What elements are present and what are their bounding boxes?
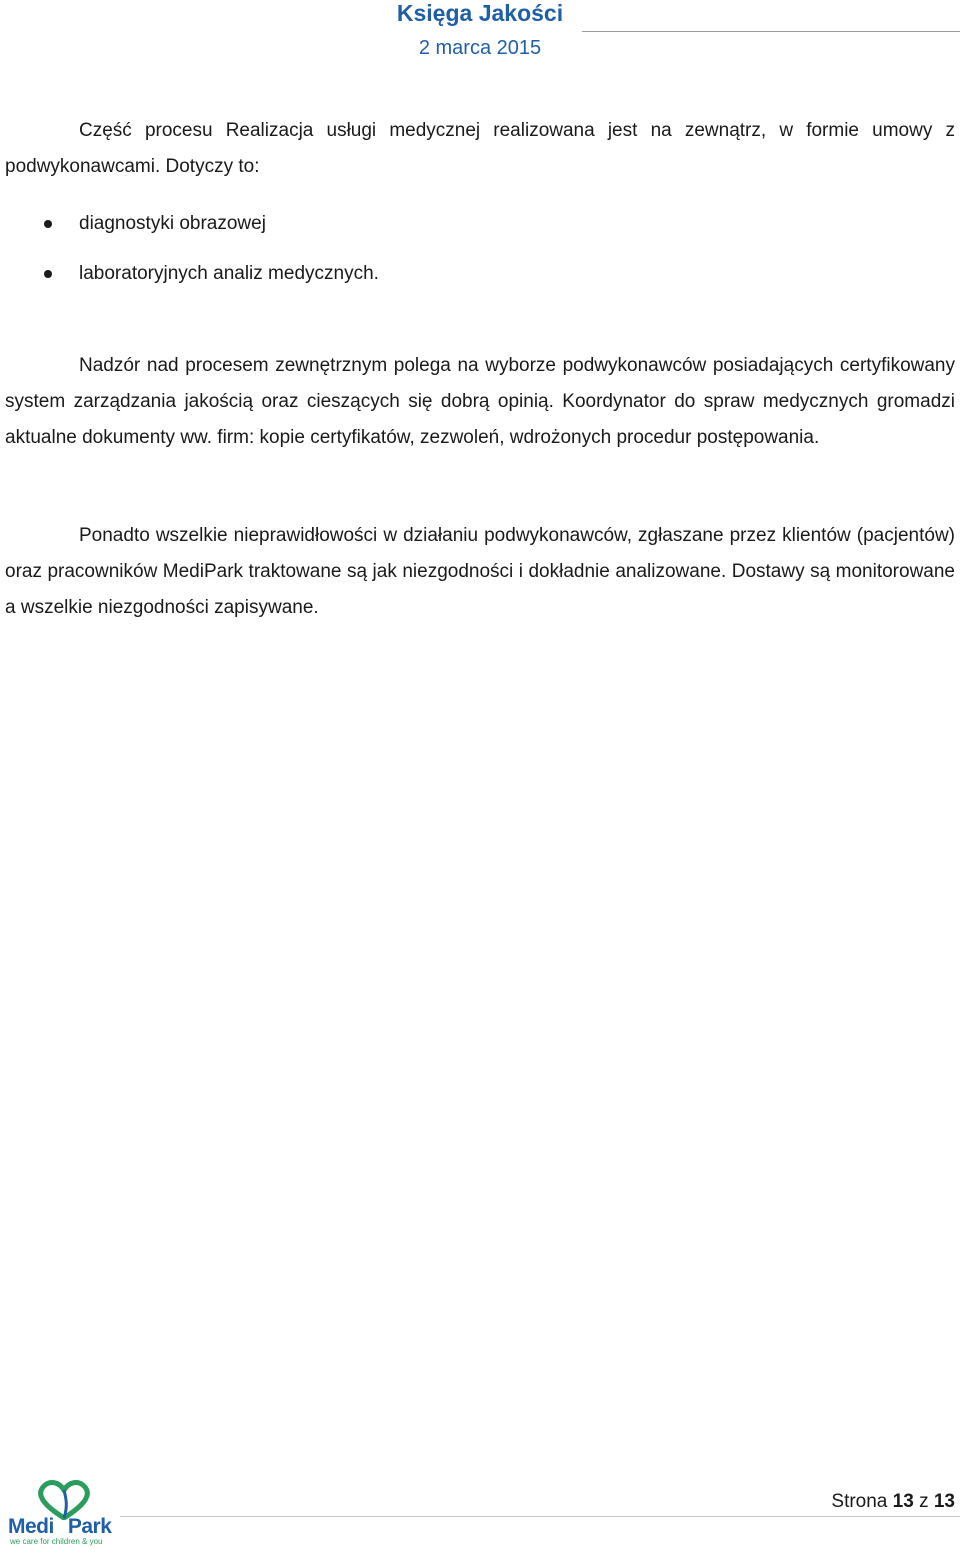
list-item — [5, 249, 955, 299]
paragraph-supervision: Nadzór nad procesem zewnętrznym polega na wyborze podwykonawców posiadających certyfikowany system zarządzania jakością oraz cieszących się dobrą opinią. Koordynator do spraw medycznych gromadzi aktualne dokumenty ww. firm: kopie certyfikatów, zezwoleń, wdrożonych procedur postępowania. — [5, 355, 955, 448]
logo-tagline: we care for children & you — [10, 1537, 103, 1546]
bullet-icon — [44, 270, 52, 278]
page-current: 13 — [892, 1491, 914, 1512]
medipark-logo — [8, 1480, 118, 1550]
logo-wordmark — [8, 1516, 111, 1538]
list-item — [5, 199, 955, 249]
page-separator: z — [919, 1491, 929, 1512]
header-divider — [582, 31, 960, 32]
page-number — [831, 1490, 955, 1514]
paragraph-outsourcing: Część procesu Realizacja usługi medycznej realizowana jest na zewnątrz, w formie umowy z podwykonawcami. Dotyczy to: — [5, 120, 955, 177]
footer-divider — [120, 1516, 960, 1517]
bullet-icon — [44, 220, 52, 228]
heart-logo-icon — [34, 1480, 94, 1520]
page-total: 13 — [933, 1491, 955, 1512]
outsourced-services-list — [5, 199, 955, 299]
document-date: 2 marca 2015 — [418, 37, 542, 59]
page-label: Strona — [831, 1491, 888, 1512]
list-item-text: laboratoryjnych analiz medycznych. — [79, 263, 379, 284]
logo-park: Park — [67, 1515, 112, 1538]
paragraph-nonconformities: Ponadto wszelkie nieprawidłowości w działaniu podwykonawców, zgłaszane przez klientów (pacjentów) oraz pracowników MediPark traktowane są jak niezgodności i dokładnie analizowane. Dostawy są monitorowane a wszelkie niezgodności zapisywane. — [5, 525, 955, 618]
document-title: Księga Jakości — [396, 0, 564, 26]
document-body — [5, 113, 955, 626]
list-item-text: diagnostyki obrazowej — [79, 213, 266, 234]
logo-medi: Medi — [8, 1515, 54, 1538]
